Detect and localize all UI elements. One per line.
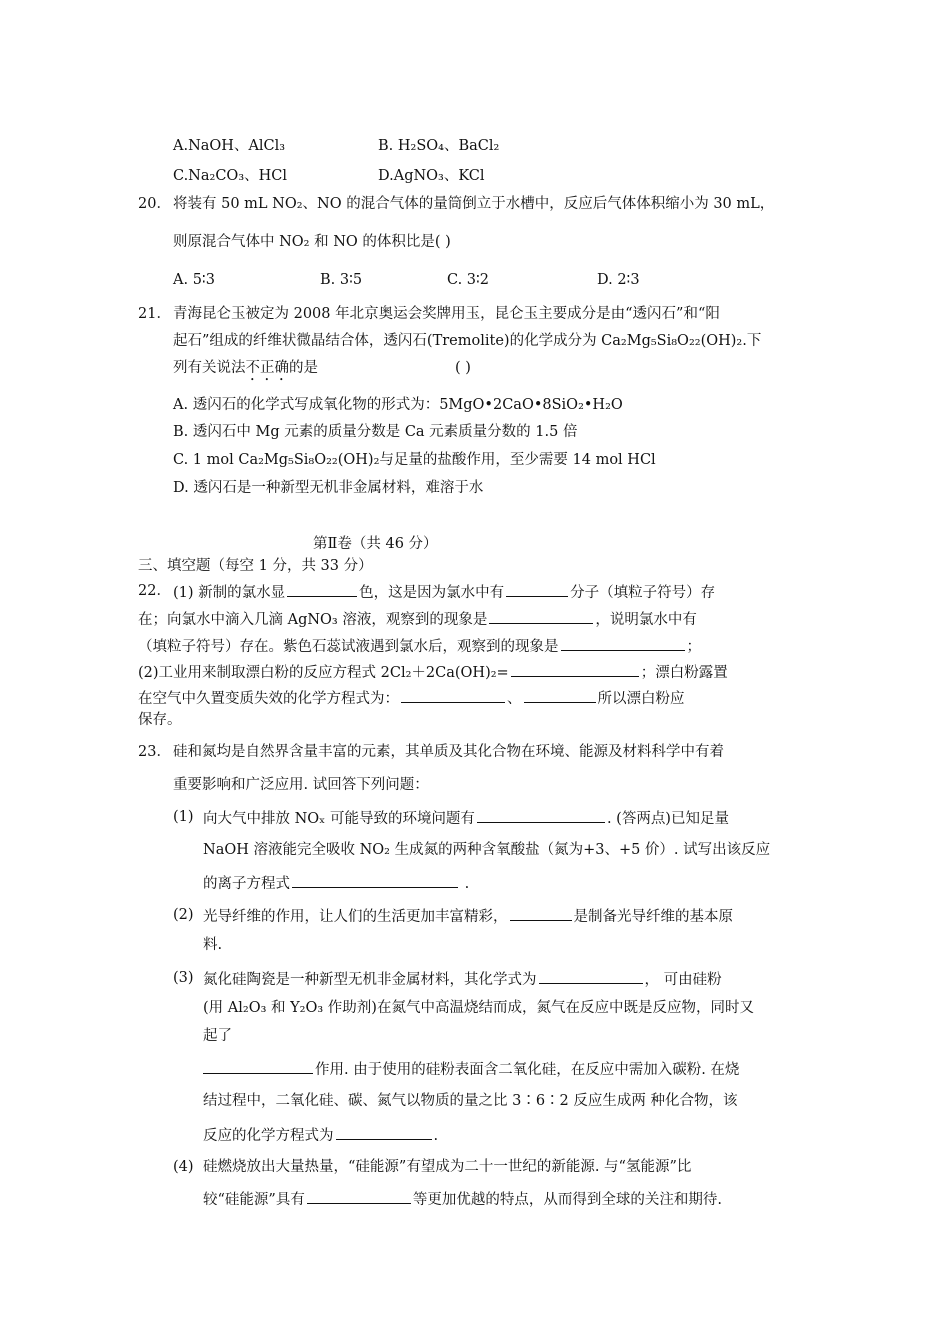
q23-p4-text-b: 等更加优越的特点，从而得到全球的关注和期待. [412, 1192, 722, 1208]
q22-l3-text-a: （填粒子符号）存在。紫色石蕊试液遇到氯水后，观察到的现象是 [138, 639, 559, 655]
q22-l1-text-b: 色，这是因为氯水中有 [359, 585, 505, 601]
q22-line1 [173, 581, 715, 603]
q22-l5-text-c: 所以漂白粉应 [597, 691, 685, 707]
q20-option-c: C. 3∶2 [447, 272, 490, 288]
q23-p1-l3-text-a: 的离子方程式 [203, 876, 290, 892]
q22-line2 [138, 608, 697, 630]
q23-p2-line1 [203, 905, 733, 927]
q20-option-d: D. 2∶3 [597, 272, 640, 288]
q21-line3-post: 的是 [289, 360, 318, 376]
q21-line3 [173, 358, 318, 384]
q23-blank-chem-equation[interactable] [336, 1124, 432, 1140]
q22-line4 [138, 661, 728, 683]
q21-option-d: D. 透闪石是一种新型无机非金属材料，难溶于水 [173, 480, 484, 496]
q23-p3-line5: 结过程中，二氧化硅、碳、氮气以物质的量之比 3∶6∶2 反应生成两 种化合物，该 [203, 1093, 738, 1109]
q23-number: 23． [138, 744, 171, 760]
section-title: 第Ⅱ卷（共 46 分） [313, 536, 438, 552]
q23-p1-text-b: . (答两点)已知足量 [606, 811, 729, 827]
q21-option-a: A. 透闪石的化学式写成氧化物的形式为：5MgO•2CaO•8SiO₂•H₂O [173, 397, 623, 413]
q22-blank-equation-3[interactable] [524, 687, 596, 703]
q23-p2-text-a: 光导纤维的作用，让人们的生活更加丰富精彩， [203, 909, 508, 925]
q23-p2-text-b: 是制备光导纤维的基本原 [573, 909, 733, 925]
q22-line5 [138, 687, 685, 709]
q22-blank-equation-2[interactable] [401, 687, 505, 703]
q23-p3-text-a: 氮化硅陶瓷是一种新型无机非金属材料，其化学式为 [203, 972, 537, 988]
q22-number: 22． [138, 583, 171, 599]
q23-p3-line4 [203, 1058, 739, 1080]
q19-option-c: C.Na₂CO₃、HCl [173, 168, 288, 184]
q23-p3-line1 [203, 968, 722, 990]
q23-p4-text-a: 较“硅能源”具有 [203, 1192, 305, 1208]
q23-p2-label: (2) [173, 907, 194, 923]
q21-line1: 青海昆仑玉被定为 2008 年北京奥运会奖牌用玉，昆仑玉主要成分是由“透闪石”和“阳 [173, 306, 720, 322]
q21-answer-paren: ( ) [455, 360, 471, 376]
q20-option-a: A. 5∶3 [173, 272, 215, 288]
q19-option-a: A.NaOH、AlCl₃ [173, 138, 286, 154]
q20-line2: 则原混合气体中 NO₂ 和 NO 的体积比是( ) [173, 234, 451, 250]
q22-blank-equation[interactable] [511, 661, 639, 677]
q23-p3-line6 [203, 1124, 438, 1146]
q21-line2: 起石”组成的纤维状微晶结合体，透闪石(Tremolite)的化学成分为 Ca₂Mg₅Si₈O₂₂(OH)₂.下 [173, 333, 762, 349]
q22-l1-text-c: 分子（填粒子符号）存 [570, 585, 716, 601]
q20-line1: 将装有 50 mL NO₂、NO 的混合气体的量筒倒立于水槽中，反应后气体体积缩小为 30 mL， [173, 196, 775, 212]
q21-option-b: B. 透闪石中 Mg 元素的质量分数是 Ca 元素质量分数的 1.5 倍 [173, 424, 578, 440]
q19-option-d: D.AgNO₃、KCl [378, 168, 485, 184]
q23-blank-formula[interactable] [539, 968, 643, 984]
q22-line3 [138, 635, 701, 657]
q23-intro2: 重要影响和广泛应用. 试回答下列问题： [173, 777, 429, 793]
q23-blank-advantages[interactable] [307, 1188, 411, 1204]
q23-blank-role[interactable] [203, 1058, 313, 1074]
q22-l4-text-b: ；漂白粉露置 [640, 665, 728, 681]
q22-l2-text-b: ，说明氯水中有 [595, 612, 697, 628]
q21-number: 21． [138, 306, 171, 322]
q22-line6: 保存。 [138, 712, 182, 728]
q23-p3-text-b: ， 可由硅粉 [644, 972, 722, 988]
q23-p1-line3 [203, 872, 469, 894]
q23-p2-line2: 料. [203, 937, 223, 953]
q23-p4-line2 [203, 1188, 722, 1210]
q23-p4-line1: 硅燃烧放出大量热量，“硅能源”有望成为二十一世纪的新能源. 与“氢能源”比 [203, 1159, 692, 1175]
q19-option-b: B. H₂SO₄、BaCl₂ [378, 138, 500, 154]
q23-p1-line1 [203, 807, 729, 829]
q22-l5-text-a: 在空气中久置变质失效的化学方程式为： [138, 691, 399, 707]
q22-l3-text-b: ； [686, 639, 701, 655]
q22-l2-text-a: 在；向氯水中滴入几滴 AgNO₃ 溶液，观察到的现象是 [138, 612, 488, 628]
q22-blank-color[interactable] [287, 581, 357, 597]
q23-p3-l6-text-b: . [433, 1128, 439, 1144]
section-subtitle: 三、填空题（每空 1 分，共 33 分） [138, 558, 373, 574]
q22-l5-text-b: 、 [507, 691, 522, 707]
q23-p4-label: (4) [173, 1159, 194, 1175]
q22-blank-litmus[interactable] [561, 635, 685, 651]
q22-l1-text-a: (1) 新制的氯水显 [173, 585, 286, 601]
q20-option-b: B. 3∶5 [320, 272, 363, 288]
q23-p3-l6-text-a: 反应的化学方程式为 [203, 1128, 334, 1144]
q23-blank-ionic-equation[interactable] [292, 872, 458, 888]
q23-p1-l3-text-b: . [464, 876, 470, 892]
q23-p3-line2: (用 Al₂O₃ 和 Y₂O₃ 作助剂)在氮气中高温烧结而成，氮气在反应中既是反应物，同时又 [203, 1000, 754, 1016]
q22-blank-phenomenon[interactable] [489, 608, 593, 624]
q23-p3-l4-text: 作用. 由于使用的硅粉表面含二氧化硅，在反应中需加入碳粉. 在烧 [315, 1062, 740, 1078]
q22-l4-text-a: (2)工业用来制取漂白粉的反应方程式 2Cl₂＋2Ca(OH)₂= [138, 665, 509, 681]
q23-blank-fiber-material[interactable] [510, 905, 572, 921]
q23-intro1: 硅和氮均是自然界含量丰富的元素，其单质及其化合物在环境、能源及材料科学中有着 [173, 744, 724, 760]
q23-p1-text-a: 向大气中排放 NOₓ 可能导致的环境问题有 [203, 811, 475, 827]
q23-p1-label: (1) [173, 809, 194, 825]
q21-line3-pre: 列有关说法 [173, 360, 246, 376]
q21-option-c: C. 1 mol Ca₂Mg₅Si₈O₂₂(OH)₂与足量的盐酸作用，至少需要 14 mol HCl [173, 452, 656, 468]
q23-blank-environment[interactable] [477, 807, 605, 823]
q22-blank-molecule[interactable] [506, 581, 568, 597]
q23-p3-label: (3) [173, 970, 194, 986]
q21-emphasis: 不正确 [245, 360, 289, 376]
q23-p1-line2: NaOH 溶液能完全吸收 NO₂ 生成氮的两种含氧酸盐（氮为+3、+5 价）. 试写出该反应 [203, 842, 771, 858]
q23-p3-line3: 起了 [203, 1028, 232, 1044]
q20-number: 20． [138, 196, 171, 212]
